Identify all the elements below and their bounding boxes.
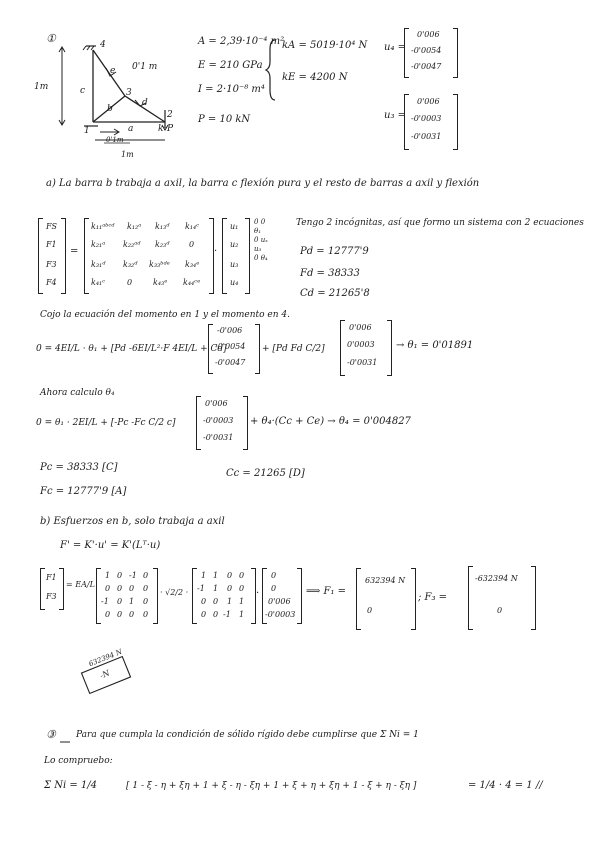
label-node2: 2 — [167, 110, 173, 120]
equals-sign: = — [70, 246, 79, 257]
f3-vector: -632394 N 0 — [468, 566, 536, 630]
stiffness-matrix: k₁₁ᵃᵇᶜᵈ k₁₂ᵃ k₁₃ᵈ k₁₄ᶜ k₂₁ᵃ k₂₂ᵃᵈ k₂₃ᵈ 0 k₃₁ᵈ k₃₂ᵈ k₃₃ᵇᵈᵉ k₃₄ᵉ k₄₁ᶜ 0 k₄₃ᵉ k₄₄ᶜᵉ — [84, 218, 214, 294]
dim-left: 1m — [34, 82, 49, 92]
u4-label: u₄ = — [384, 42, 407, 53]
label-node1: 1 — [84, 126, 90, 136]
part-b-matrix1: 1 0 -1 0 0 0 0 0 -1 0 1 0 0 0 0 0 — [96, 568, 158, 624]
part-b-coef2: · √2/2 · — [160, 588, 189, 597]
line-theta4: Ahora calculo θ₄ — [40, 388, 115, 398]
data-e: E = 210 GPa — [198, 60, 263, 71]
data-inertia: I = 2·10⁻⁸ m⁴ — [198, 84, 265, 95]
part-b-heading: b) Esfuerzos en b, solo trabaja a axil — [40, 516, 225, 527]
fc-value: Fc = 12777'9 [A] — [40, 486, 127, 497]
part-b-vector3: 0 0 0'006 -0'0003 — [262, 568, 302, 624]
load-label: k — [158, 124, 164, 134]
eq2-vector: 0'006 -0'0003 -0'0031 — [196, 396, 248, 450]
part-a-heading: a) La barra b trabaja a axil, la barra c flexión pura y el resto de barras a axil y flexión — [46, 178, 480, 189]
data-ke: kE = 4200 N — [282, 72, 348, 83]
part-b-matrix2: 1 1 0 0 -1 1 0 0 0 0 1 1 0 0 -1 1 — [192, 568, 256, 624]
data-area: A = 2,39·10⁻⁴ m² — [198, 36, 285, 47]
dim-small: 0'1m — [106, 136, 124, 144]
displacement-vector: u₁ u₂ u₃ u₄ — [222, 218, 250, 294]
eq2-lhs: 0 = θ₁ · 2EI/L + [-Pc -Fc C/2 c] — [36, 418, 176, 428]
pc-value: Pc = 38333 [C] — [40, 462, 118, 473]
data-ka: kA = 5019·10⁴ N — [282, 40, 368, 51]
label-node4: 4 — [100, 40, 106, 50]
label-bar-c: c — [80, 86, 86, 96]
f3-label: ; F₃ = — [418, 592, 448, 603]
part-b-lhs-vector: F1 F3 — [40, 568, 64, 610]
cc-value: Cc = 21265 [D] — [226, 468, 305, 479]
part-b-arrow: ⟹ F₁ = — [306, 586, 347, 597]
eq1-vector: -0'006 -0'0054 -0'0047 — [208, 324, 260, 374]
value-fd: Fd = 38333 — [300, 268, 360, 279]
force-vector: FS F1 F3 F4 — [38, 218, 66, 294]
u3-label: u₃ = — [384, 110, 407, 121]
boxed-bottom: -N — [98, 668, 112, 681]
label-node3: 3 — [126, 88, 132, 98]
eq2-result: + θ₄·(Cc + Ce) → θ₄ = 0'004827 — [250, 416, 411, 427]
label-bar-e: e — [110, 66, 116, 76]
eq1-vector2: 0'006 0'0003 -0'0031 — [340, 320, 392, 376]
f1-vector: 632394 N 0 — [356, 568, 416, 630]
problem3-eq-lhs: Σ Ni = 1/4 — [44, 780, 98, 791]
problem3-eq-body: [ 1 - ξ - η + ξη + 1 + ξ - η - ξη + 1 + ξ + η + ξη + 1 - ξ + η - ξη ] — [126, 781, 417, 791]
problem3-number: ③ — [46, 728, 56, 741]
part-b-coef: = EA/L — [66, 580, 95, 589]
value-pd: Pd = 12777'9 — [300, 246, 369, 257]
dim-bottom: 1m — [121, 150, 134, 159]
u3-vector: 0'006 -0'0003 -0'0031 — [404, 94, 458, 150]
u-side-notes: 0 0 θ₁ 0 uₓ u₃ 0 θ₄ — [254, 218, 268, 262]
line-moment: Cojo la ecuación del momento en 1 y el momento en 4. — [40, 310, 290, 320]
value-cd: Cd = 21265'8 — [300, 288, 370, 299]
part-b-formula: F' = K'·u' = K'(Lᵀ·u) — [60, 540, 161, 551]
eq1-lhs: 0 = 4EI/L · θ₁ + [Pd -6EI/L²·F 4EI/L + Cd] — [36, 344, 227, 354]
label-bar-d: d — [142, 98, 148, 108]
problem-number: ① — [46, 32, 56, 45]
label-bar-a: a — [128, 124, 134, 134]
problem3-eq-result: = 1/4 · 4 = 1 // — [468, 780, 543, 791]
boxed-top: 632394 N — [87, 647, 124, 669]
eq1-mid: + [Pd Fd C/2] — [262, 344, 325, 354]
problem3-statement: Para que cumpla la condición de sólido rígido debe cumplirse que Σ Ni = 1 — [76, 730, 419, 740]
dim-top: 0'1 m — [132, 62, 158, 72]
load-p: P — [167, 124, 174, 134]
side-text: Tengo 2 incógnitas, así que formo un sistema con 2 ecuaciones — [296, 218, 584, 228]
times-dot-b: · — [256, 588, 260, 599]
problem3-line2: Lo compruebo: — [44, 756, 113, 766]
label-bar-b: b — [107, 104, 113, 114]
times-dot: · — [214, 246, 218, 257]
data-p: P = 10 kN — [198, 114, 251, 125]
eq1-result: → θ₁ = 0'01891 — [396, 340, 474, 351]
u4-vector: 0'006 -0'0054 -0'0047 — [404, 28, 458, 78]
